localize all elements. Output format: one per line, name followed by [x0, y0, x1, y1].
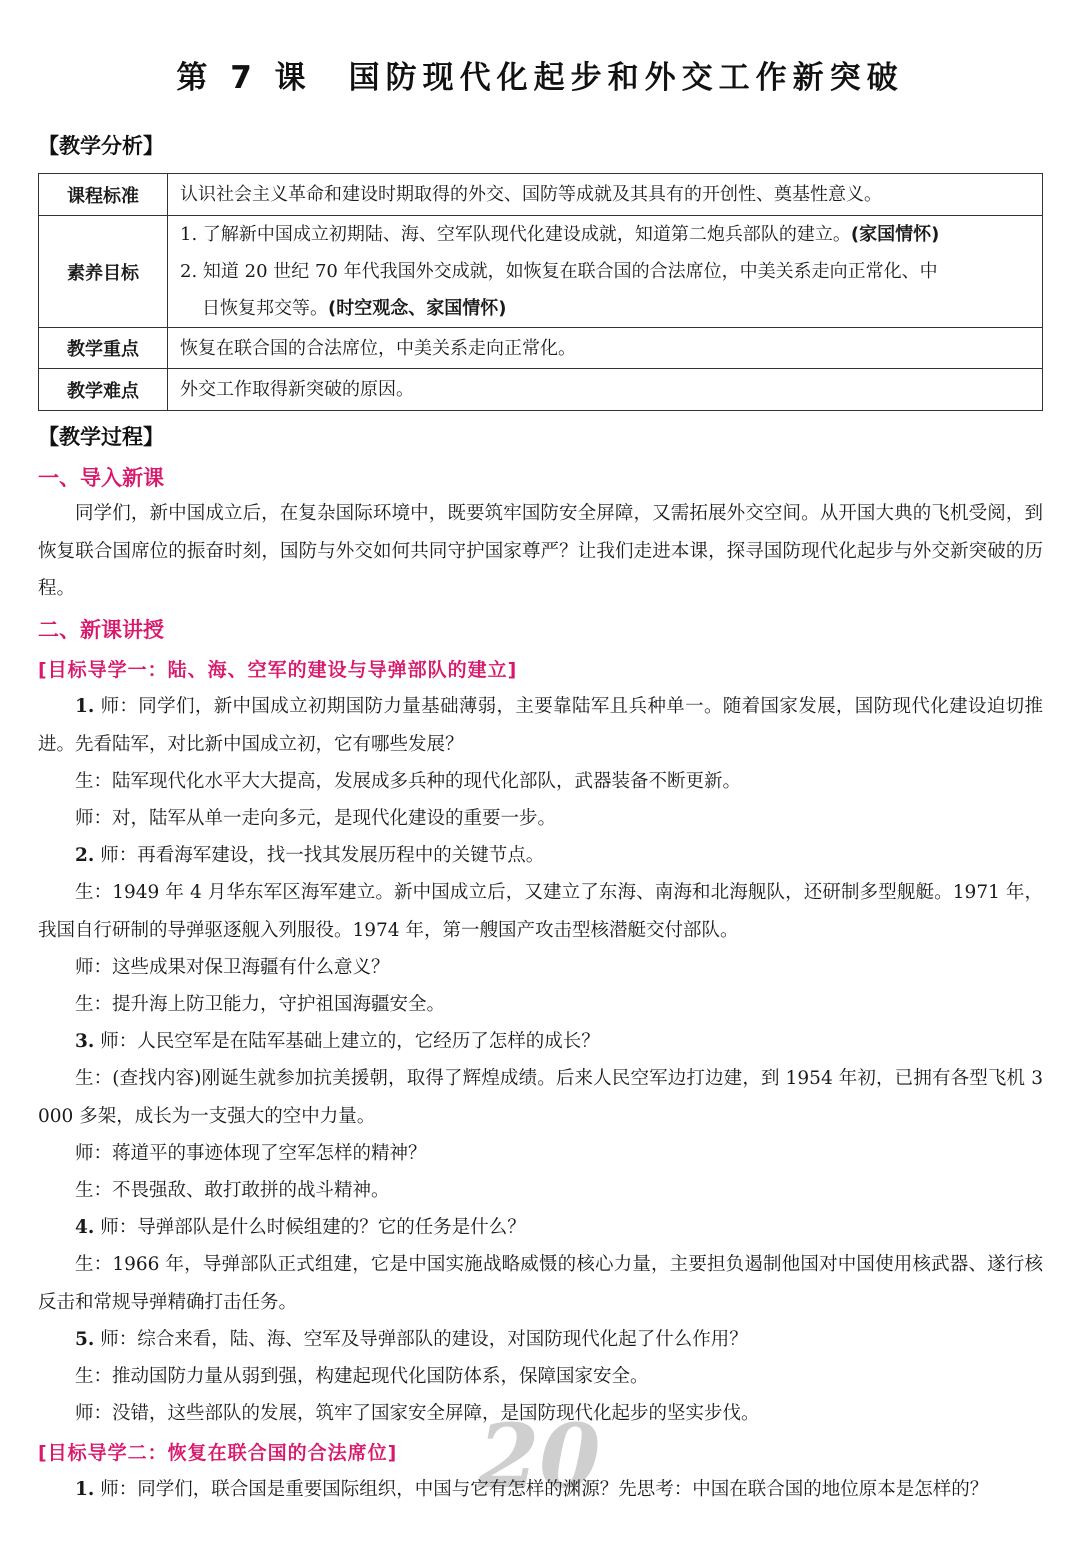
item-number: 1. [75, 696, 95, 717]
paragraph-7: 生：提升海上防卫能力，守护祖国海疆安全。 [75, 994, 446, 1015]
paragraph-17 [38, 1471, 1043, 1509]
paragraph-8 [38, 1023, 1043, 1061]
paragraph-14 [38, 1321, 1043, 1359]
paragraph-text: 师：再看海军建设，找一找其发展历程中的关键节点。 [94, 845, 545, 866]
paragraph-text: 师：导弹部队是什么时候组建的？它的任务是什么？ [94, 1217, 526, 1238]
target-1-heading: [目标导学一：陆、海、空军的建设与导弹部队的建立] [38, 659, 518, 681]
paragraph-3: 师：对，陆军从单一走向多元，是现代化建设的重要一步。 [75, 808, 557, 829]
paragraph-9: 生：(查找内容)刚诞生就参加抗美援朝，取得了辉煌成绩。后来人民空军边打边建，到 1954 年初，已拥有各型飞机 3 000 多架，成长为一支强大的空中力量。 [38, 1068, 1043, 1127]
literacy-label: 素养目标 [39, 216, 168, 328]
page-title: 第 7 课 国防现代化起步和外交工作新突破 [176, 60, 904, 96]
paragraph-5: 生：1949 年 4 月华东军区海军建立。新中国成立后，又建立了东海、南海和北海舰队，还研制多型舰艇。1971 年，我国自行研制的导弹驱逐舰入列服役。1974 年，第一艘国产攻击型核潜艇交付部队。 [38, 882, 1043, 941]
paragraph-text: 师：同学们，联合国是重要国际组织，中国与它有怎样的渊源？先思考：中国在联合国的地位原本是怎样的？ [94, 1479, 989, 1500]
goal-2-tag: (时空观念、家国情怀) [328, 298, 507, 319]
key-text: 恢复在联合国的合法席位，中美关系走向正常化。 [168, 328, 1043, 369]
item-number: 2. [75, 845, 95, 866]
paragraph-text: 师：人民空军是在陆军基础上建立的，它经历了怎样的成长？ [94, 1031, 600, 1052]
table-row [39, 174, 1043, 216]
standard-text: 认识社会主义革命和建设时期取得的外交、国防等成就及其具有的开创性、奠基性意义。 [168, 174, 1043, 216]
paragraph-1 [38, 688, 1043, 763]
literacy-goal-1 [180, 216, 1030, 253]
goal-2-text: 日恢复邦交等。 [202, 298, 328, 319]
goal-1-text: 1. 了解新中国成立初期陆、海、空军队现代化建设成就，知道第二炮兵部队的建立。 [180, 224, 851, 245]
table-row [39, 328, 1043, 369]
paragraph-2: 生：陆军现代化水平大大提高，发展成多兵种的现代化部队，武器装备不断更新。 [75, 771, 742, 792]
intro-paragraph: 同学们，新中国成立后，在复杂国际环境中，既要筑牢国防安全屏障，又需拓展外交空间。从开国大典的飞机受阅，到恢复联合国席位的振奋时刻，国防与外交如何共同守护国家尊严？让我们走进本课，探寻国防现代化起步与外交新突破的历程。 [38, 503, 1043, 599]
paragraph-15: 生：推动国防力量从弱到强，构建起现代化国防体系，保障国家安全。 [75, 1366, 649, 1387]
standard-label: 课程标准 [39, 174, 168, 216]
item-number: 1. [75, 1479, 95, 1500]
analysis-table [38, 173, 1043, 411]
table-row [39, 216, 1043, 328]
paragraph-6: 师：这些成果对保卫海疆有什么意义？ [75, 957, 390, 978]
intro-heading: 一、导入新课 [38, 466, 164, 490]
paragraph-text: 师：同学们，新中国成立初期国防力量基础薄弱，主要靠陆军且兵种单一。随着国家发展，国防现代化建设迫切推进。先看陆军，对比新中国成立初，它有哪些发展？ [38, 696, 1043, 755]
page-number: 20 [478, 1404, 601, 1508]
difficulty-label: 教学难点 [39, 369, 168, 411]
item-number: 3. [75, 1031, 95, 1052]
paragraph-text: 师：综合来看，陆、海、空军及导弹部队的建设，对国防现代化起了什么作用？ [94, 1329, 748, 1350]
paragraph-13: 生：1966 年，导弹部队正式组建，它是中国实施战略威慑的核心力量，主要担负遏制他国对中国使用核武器、遂行核反击和常规导弹精确打击任务。 [38, 1254, 1043, 1313]
paragraph-4 [38, 837, 1043, 875]
paragraph-16: 师：没错，这些部队的发展，筑牢了国家安全屏障，是国防现代化起步的坚实步伐。 [75, 1403, 760, 1424]
literacy-goals [168, 216, 1043, 328]
new-lesson-heading: 二、新课讲授 [38, 618, 164, 642]
literacy-goal-2-line1: 2. 知道 20 世纪 70 年代我国外交成就，如恢复在联合国的合法席位，中美关系走向正常化、中 [180, 261, 938, 282]
table-row [39, 369, 1043, 411]
target-2-heading: [目标导学二：恢复在联合国的合法席位] [38, 1442, 398, 1464]
difficulty-text: 外交工作取得新突破的原因。 [168, 369, 1043, 411]
analysis-heading: 【教学分析】 [38, 134, 164, 158]
paragraph-11: 生：不畏强敌、敢打敢拼的战斗精神。 [75, 1180, 390, 1201]
process-heading: 【教学过程】 [38, 425, 164, 449]
goal-1-tag: (家国情怀) [850, 224, 940, 245]
literacy-goal-2-line2 [180, 290, 1030, 327]
key-label: 教学重点 [39, 328, 168, 369]
item-number: 4. [75, 1217, 95, 1238]
paragraph-10: 师：蒋道平的事迹体现了空军怎样的精神？ [75, 1143, 427, 1164]
paragraph-12 [38, 1209, 1043, 1247]
item-number: 5. [75, 1329, 95, 1350]
